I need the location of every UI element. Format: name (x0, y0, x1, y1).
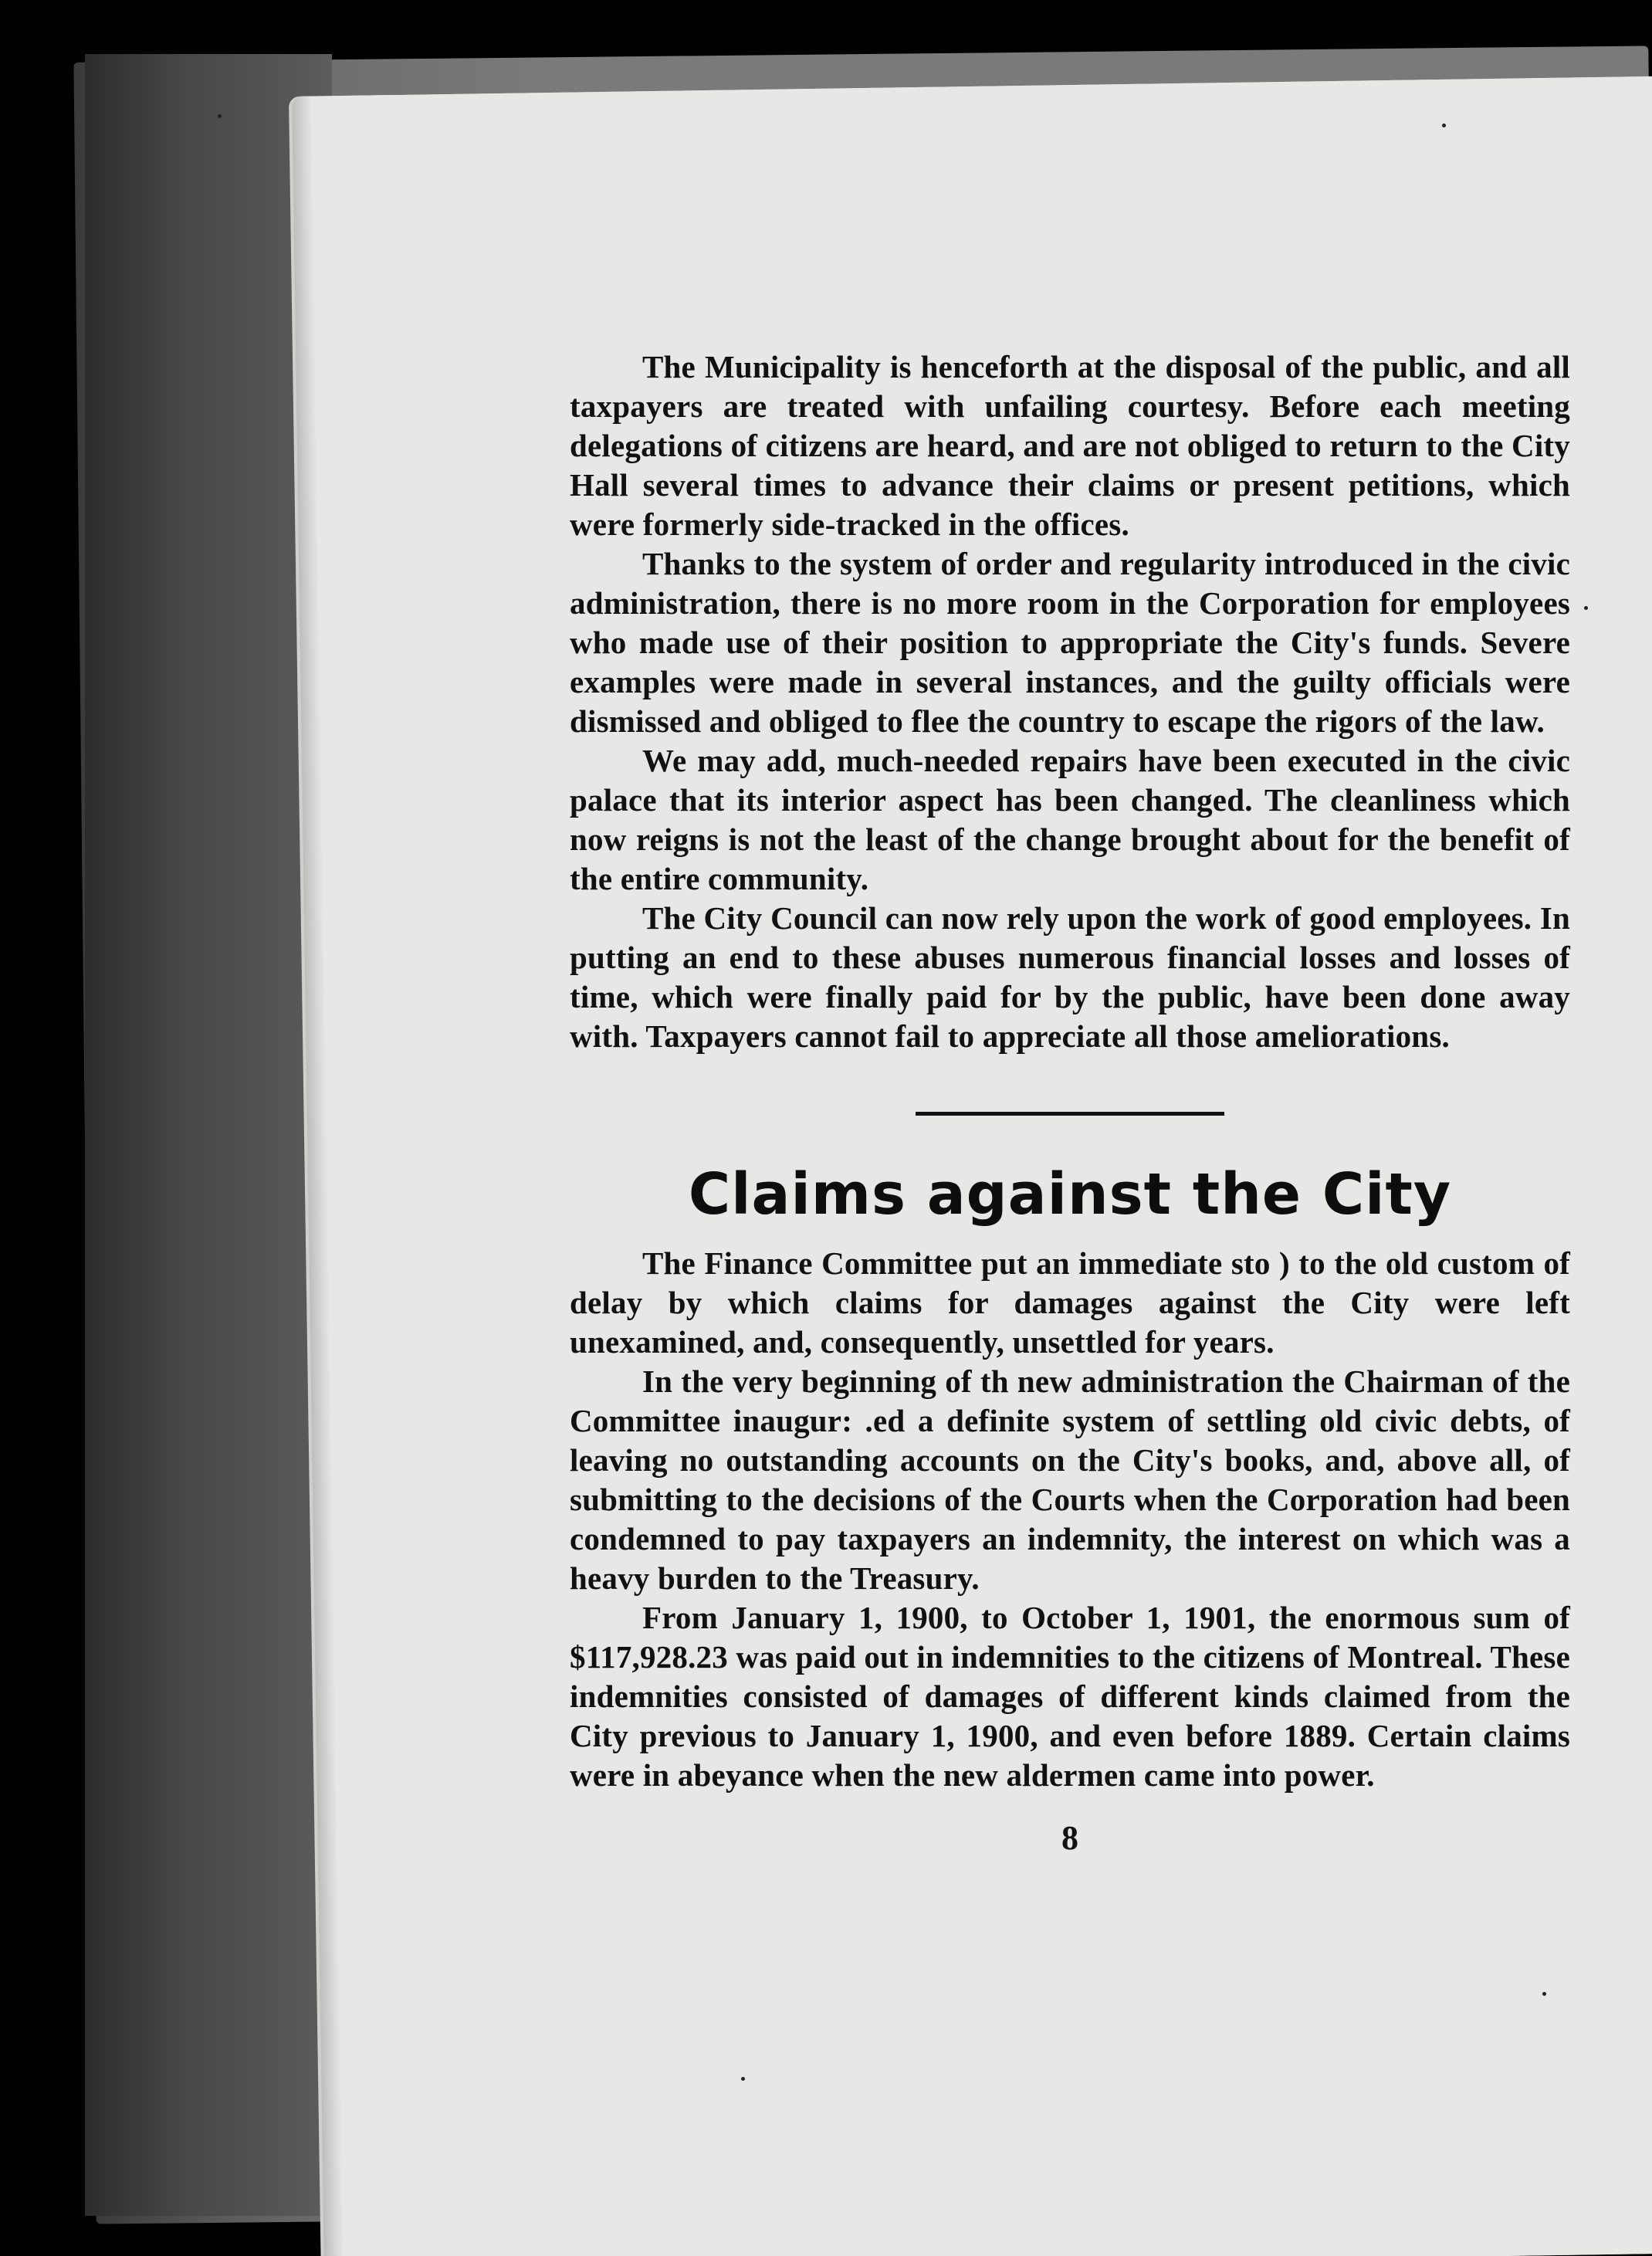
dust-speck (1442, 124, 1446, 127)
body-paragraph: In the very beginning of th new administration the Chairman of the Committee inaugur: .ed a definite system of settling old civic debts, of leaving no outstanding accounts on the City's books, and, above all, of submitting to the decisions of the Courts when the Corporation had been condemned to pay taxpayers an indemnity, the interest on which was a heavy burden to the Treasury. (570, 1363, 1570, 1596)
binding-shadow (85, 54, 332, 2216)
body-paragraph: We may add, much-needed repairs have been executed in the civic palace that its interior aspect has been changed. The cleanliness which now reigns is not the least of the change brought about for the benefit of the entire community. (570, 743, 1570, 896)
body-paragraph: From January 1, 1900, to October 1, 1901, the enormous sum of $117,928.23 was paid out in indemnities to the citizens of Montreal. These indemnities consisted of damages of different kinds claimed from the City previous to January 1, 1900, and even before 1889. Certain claims were in abeyance when the new aldermen came into power. (570, 1600, 1570, 1793)
section-divider (916, 1112, 1224, 1116)
dust-speck (1542, 1992, 1546, 1996)
section-heading: Claims against the City (688, 1161, 1452, 1228)
body-paragraph: The Municipality is henceforth at the disposal of the public, and all taxpayers are treated with unfailing courtesy. Before each meeting delegations of citizens are heard, and are not obliged to return to the City Hall several times to advance their claims or present petitions, which were formerly side-tracked in the offices. (570, 349, 1570, 542)
dust-speck (1584, 606, 1588, 610)
page-number: 8 (1061, 1819, 1078, 1857)
body-paragraph: Thanks to the system of order and regularity introduced in the civic administration, there is no more room in the Corporation for employees who made use of their position to appropriate the City's funds. Severe examples were made in several instances, and the guilty officials were dismissed and obliged to flee the country to escape the rigors of the law. (570, 546, 1570, 739)
body-paragraph: The Finance Committee put an immediate sto ) to the old custom of delay by which claims for damages against the City were left unexamined, and, consequently, unsettled for years. (570, 1245, 1570, 1360)
dust-speck (218, 114, 222, 118)
page-body (570, 347, 1570, 1858)
dust-speck (741, 2077, 745, 2081)
body-paragraph: The City Council can now rely upon the work of good employees. In putting an end to these abuses numerous financial losses and losses of time, which were finally paid for by the public, have been done away with. Taxpayers cannot fail to appreciate all those ameliorations. (570, 900, 1570, 1054)
